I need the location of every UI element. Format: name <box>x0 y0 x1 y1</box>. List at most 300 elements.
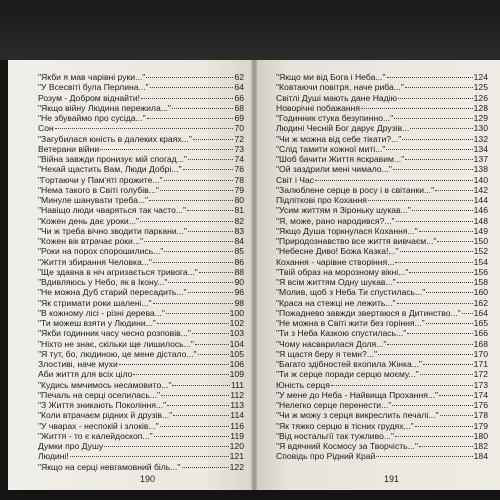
toc-entry-title: "Загубилася юність в далеких краях..." <box>38 133 192 144</box>
toc-entry <box>38 113 244 123</box>
toc-entry-page: 156 <box>473 266 488 277</box>
toc-entry-page: 178 <box>473 410 488 421</box>
toc-entry-title: Новорічні побажання <box>276 102 361 113</box>
toc-entry-page: 130 <box>473 123 488 134</box>
toc-entry-title: Розум - Добром віднайти! <box>38 92 141 103</box>
book-gutter <box>251 60 257 490</box>
toc-entry <box>38 462 244 472</box>
toc-entry-page: 182 <box>473 441 488 451</box>
toc-entry-title: "Усим життям я Зіроньку шукав..." <box>276 205 411 216</box>
toc-leader-dots <box>70 456 229 457</box>
toc-entry-page: 165 <box>473 318 488 328</box>
toc-entry-page: 134 <box>473 143 488 154</box>
toc-entry-title: "Твій образ на морозному вікні..." <box>276 266 409 277</box>
toc-entry-title: "Чи ж можу з серця викреслить печалі..." <box>276 410 439 421</box>
toc-leader-dots <box>164 251 233 252</box>
toc-entry-page: 70 <box>234 123 244 134</box>
toc-entry-title: Аби життя для всіх ціло <box>38 369 133 380</box>
toc-leader-dots <box>437 241 472 242</box>
toc-entry-title: Думки про Душу <box>38 441 104 451</box>
toc-entry-page: 86 <box>234 256 244 267</box>
toc-leader-dots <box>168 282 233 283</box>
toc-entry-title: Світлі Душі мають дане Надію <box>276 92 398 103</box>
toc-entry-title: Ветерани війни <box>38 143 100 154</box>
toc-entry <box>276 226 488 236</box>
toc-entry-page: 74 <box>234 154 244 164</box>
toc-leader-dots <box>164 180 234 181</box>
toc-entry-page: 149 <box>473 225 488 236</box>
toc-entry-page: 105 <box>229 348 244 359</box>
toc-entry <box>276 195 488 205</box>
toc-entry <box>38 216 244 226</box>
toc-leader-dots <box>405 87 473 88</box>
toc-entry-page: 114 <box>230 410 244 421</box>
toc-entry <box>38 257 244 267</box>
toc-entry-title: "Ти ж серце поради серцю моєму..." <box>276 369 419 380</box>
toc-entry <box>276 246 488 256</box>
toc-entry-page: 128 <box>473 102 488 113</box>
toc-entry <box>38 318 244 328</box>
toc-entry-title: "Ти можеш взяти у Людини..." <box>38 318 156 328</box>
toc-leader-dots <box>187 210 233 211</box>
toc-entry <box>276 164 488 174</box>
toc-leader-dots <box>192 333 229 334</box>
toc-entry-title: Злостиві, наче мухи <box>38 359 118 369</box>
toc-leader-dots <box>426 323 473 324</box>
toc-entry-title: Людині! <box>38 451 69 462</box>
toc-entry-page: 113 <box>230 400 244 410</box>
toc-entry-title: "Ковтаючи повітря, наче риба..." <box>276 82 404 93</box>
toc-entry <box>38 267 244 277</box>
toc-entry <box>38 205 244 215</box>
toc-entry <box>276 277 488 287</box>
toc-entry-page: 79 <box>234 184 244 195</box>
toc-leader-dots <box>153 262 233 263</box>
toc-entry-page: 166 <box>473 328 488 339</box>
toc-entry-title: "Ти з Неба Казкою спустилась..." <box>276 328 407 339</box>
toc-entry <box>38 236 244 246</box>
toc-entry-page: 83 <box>234 225 244 236</box>
toc-entry <box>276 380 488 390</box>
toc-entry <box>276 205 488 215</box>
toc-leader-dots <box>392 405 472 406</box>
toc-leader-dots <box>397 282 473 283</box>
toc-entry <box>38 82 244 92</box>
toc-entry-page: 90 <box>234 277 244 287</box>
toc-leader-dots <box>149 200 233 201</box>
toc-leader-dots <box>188 292 234 293</box>
toc-leader-dots <box>368 200 473 201</box>
open-book <box>8 60 500 490</box>
toc-entry-title: "Годинник стука безупинно..." <box>276 113 394 123</box>
toc-leader-dots <box>396 221 473 222</box>
toc-entry <box>38 410 244 420</box>
toc-entry-page: 72 <box>234 133 244 144</box>
toc-leader-dots <box>426 292 472 293</box>
toc-entry <box>276 390 488 400</box>
toc-entry-page: 80 <box>234 195 244 205</box>
toc-leader-dots <box>386 149 472 150</box>
toc-entry-title: "Печаль на серці оселилась..." <box>38 389 161 400</box>
toc-entry <box>38 400 244 410</box>
toc-entry-title: "Війна завжди пронизує мій спогад..." <box>38 154 187 164</box>
toc-entry-title: "Молив, щоб з Неба Ти спустилась..." <box>276 287 426 298</box>
toc-entry-page: 102 <box>229 318 244 328</box>
toc-leader-dots <box>412 210 473 211</box>
toc-entry <box>38 154 244 164</box>
toc-entry <box>276 267 488 277</box>
toc-entry-title: "У мене до Неба - Найвища Прохання..." <box>276 389 439 400</box>
toc-leader-dots <box>393 169 473 170</box>
toc-entry-title: Сон <box>38 123 54 134</box>
toc-entry-title: "Кожен вік втрачає роки..." <box>38 236 144 246</box>
toc-leader-dots <box>423 364 473 365</box>
toc-leader-dots <box>398 98 473 99</box>
toc-entry <box>276 308 488 318</box>
toc-entry <box>276 144 488 154</box>
toc-entry-page: 85 <box>234 246 244 257</box>
toc-leader-dots <box>144 241 233 242</box>
toc-entry <box>276 82 488 92</box>
toc-entry <box>276 216 488 226</box>
left-page <box>8 60 254 490</box>
toc-entry <box>276 410 488 420</box>
toc-entry <box>38 164 244 174</box>
toc-leader-dots <box>160 426 230 427</box>
toc-entry-page: 112 <box>230 389 244 400</box>
toc-leader-dots <box>182 467 229 468</box>
toc-entry-title: "Чому насварилася Доля..." <box>276 338 387 349</box>
toc-entry-title: "Шоб бачити Життя яскравим..." <box>276 154 405 164</box>
toc-entry-page: 129 <box>473 113 488 123</box>
toc-entry <box>38 308 244 318</box>
toc-entry-page: 68 <box>234 102 244 113</box>
toc-entry-title: "Життя збирання Человка..." <box>38 256 152 267</box>
toc-entry <box>276 421 488 431</box>
toc-entry-title: "Слід тамити кожної миті..." <box>276 143 386 154</box>
toc-entry-title: "Життя - то є калейдоскоп..." <box>38 430 153 441</box>
toc-entry-page: 109 <box>229 369 244 380</box>
toc-entry-title: "У Всесвіті була Перлина..." <box>38 82 149 93</box>
toc-entry <box>38 451 244 461</box>
toc-entry <box>38 72 244 82</box>
toc-leader-dots <box>440 415 473 416</box>
toc-entry-page: 106 <box>229 359 244 369</box>
toc-entry <box>276 431 488 441</box>
toc-entry <box>38 287 244 297</box>
toc-entry-title: "Ніхто не знає, скільки ще лишилось..." <box>38 338 194 349</box>
toc-entry <box>276 123 488 133</box>
toc-entry-page: 88 <box>234 266 244 277</box>
toc-entry-page: 104 <box>229 338 244 349</box>
toc-entry-page: 150 <box>473 236 488 246</box>
toc-entry-title: "Залюблене серце в росу і в світанки..." <box>276 184 435 195</box>
toc-leader-dots <box>172 385 229 386</box>
toc-entry-page: 164 <box>473 307 488 318</box>
toc-entry <box>276 400 488 410</box>
toc-entry-title: "Ще здавна в ніч агризається тривога..." <box>38 266 198 277</box>
toc-entry-title: "Минуле шанувати треба..." <box>38 195 149 205</box>
toc-leader-dots <box>166 313 229 314</box>
toc-entry-page: 120 <box>229 441 244 451</box>
toc-entry-title: "Якщо війну Людина пережила..." <box>38 102 171 113</box>
toc-entry <box>276 328 488 338</box>
toc-entry-title: "Багато здібностей вхопила Жінка..." <box>276 359 422 369</box>
toc-entry-title: "Якщо ми від Бога і Неба..." <box>276 72 386 82</box>
toc-entry-title: "Якби я мав чарівні руки..." <box>38 72 146 82</box>
right-toc-list <box>276 72 488 462</box>
toc-entry-page: 78 <box>234 174 244 185</box>
toc-entry-title: "У чварах - неспокій і злоків..." <box>38 420 159 431</box>
toc-entry-page: 180 <box>473 430 488 441</box>
toc-leader-dots <box>397 303 473 304</box>
toc-entry <box>38 390 244 400</box>
toc-entry-title: "Роки на порох спорошились..." <box>38 246 164 257</box>
toc-entry <box>276 451 488 461</box>
toc-leader-dots <box>141 98 233 99</box>
toc-entry-title: "Не збуваймо про сусіда..." <box>38 113 146 123</box>
toc-leader-dots <box>161 395 229 396</box>
toc-entry-page: 179 <box>473 420 488 431</box>
toc-entry-page: 76 <box>234 164 244 175</box>
toc-leader-dots <box>157 323 229 324</box>
toc-leader-dots <box>405 159 473 160</box>
toc-entry-page: 84 <box>234 236 244 246</box>
toc-entry-page: 103 <box>229 328 244 339</box>
toc-entry-title: "Кожен день дає уроки..." <box>38 215 139 226</box>
toc-entry-title: "Якщо на серці невгамовний біль..." <box>38 461 181 472</box>
toc-leader-dots <box>395 262 472 263</box>
toc-entry-title: "Нехай щастить Вам, Люди Добрі..." <box>38 164 182 175</box>
toc-entry-page: 148 <box>473 215 488 226</box>
toc-entry-title: "Якби годинник часу чесно розповів..." <box>38 328 191 339</box>
toc-leader-dots <box>462 313 473 314</box>
toc-leader-dots <box>153 303 234 304</box>
toc-entry-title: "Навіщо люди чваряться так часто..." <box>38 205 187 216</box>
toc-leader-dots <box>100 149 233 150</box>
toc-entry-title: "Вдивляюсь у Небо, як в Ікону..." <box>38 277 168 287</box>
toc-entry <box>276 441 488 451</box>
toc-entry <box>38 431 244 441</box>
toc-entry <box>276 103 488 113</box>
toc-entry-title: "Чи ж можна від себе тікати?..." <box>276 133 402 144</box>
toc-entry-page: 158 <box>473 277 488 287</box>
toc-entry <box>38 93 244 103</box>
toc-entry <box>38 349 244 359</box>
toc-entry-page: 64 <box>234 82 244 93</box>
toc-leader-dots <box>376 456 472 457</box>
toc-entry-title: Підлітковi про Кохання <box>276 195 367 205</box>
toc-leader-dots <box>193 139 234 140</box>
toc-leader-dots <box>419 231 473 232</box>
toc-entry <box>38 185 244 195</box>
toc-entry-title: "Нема такого в Світі голубів..." <box>38 184 159 195</box>
toc-leader-dots <box>173 415 229 416</box>
toc-entry-page: 69 <box>234 113 244 123</box>
toc-leader-dots <box>119 364 229 365</box>
toc-entry-page: 184 <box>473 451 488 462</box>
toc-entry <box>38 298 244 308</box>
toc-entry <box>38 226 244 236</box>
toc-entry-title: "З Життя зникають Покоління..." <box>38 400 167 410</box>
toc-leader-dots <box>315 180 473 181</box>
toc-leader-dots <box>55 128 234 129</box>
toc-leader-dots <box>415 426 473 427</box>
toc-entry-page: 66 <box>234 92 244 103</box>
toc-entry <box>38 441 244 451</box>
toc-leader-dots <box>331 385 473 386</box>
toc-entry-page: 152 <box>473 246 488 257</box>
toc-entry-page: 121 <box>229 451 244 462</box>
toc-entry-title: "Краса на стежці не лежить..." <box>276 297 396 308</box>
toc-leader-dots <box>195 344 229 345</box>
toc-entry <box>276 257 488 267</box>
toc-entry-page: 142 <box>473 184 488 195</box>
toc-entry-title: Юність серця <box>276 379 330 390</box>
toc-leader-dots <box>199 272 234 273</box>
toc-leader-dots <box>104 446 228 447</box>
toc-entry-page: 126 <box>473 92 488 103</box>
toc-entry-page: 137 <box>473 154 488 164</box>
toc-entry <box>38 277 244 287</box>
toc-entry-page: 73 <box>234 143 244 154</box>
toc-leader-dots <box>188 159 234 160</box>
toc-leader-dots <box>188 231 234 232</box>
toc-entry-page: 125 <box>473 82 488 93</box>
toc-entry-title: Кохання - чарівне створіння... <box>276 256 395 267</box>
toc-leader-dots <box>419 446 473 447</box>
left-toc-list <box>38 72 244 472</box>
toc-leader-dots <box>160 190 234 191</box>
toc-entry <box>276 72 488 82</box>
toc-entry-title: "Гортаючи у Пам'яті прожите..." <box>38 174 163 185</box>
toc-entry <box>38 103 244 113</box>
toc-leader-dots <box>407 333 472 334</box>
toc-entry <box>38 328 244 338</box>
toc-entry-title: "Якщо Душа торкнулася Кохання..." <box>276 225 418 236</box>
toc-entry <box>276 93 488 103</box>
toc-entry <box>38 195 244 205</box>
toc-entry <box>276 154 488 164</box>
toc-entry-page: 144 <box>473 195 488 205</box>
toc-entry <box>276 318 488 328</box>
toc-entry <box>38 339 244 349</box>
toc-entry-title: "Не можна Дуб старий пересадить..." <box>38 287 187 298</box>
toc-entry-page: 174 <box>473 389 488 400</box>
toc-leader-dots <box>387 344 472 345</box>
toc-leader-dots <box>361 108 473 109</box>
toc-leader-dots <box>394 118 472 119</box>
toc-entry-title: "Я, може, рано народився?..." <box>276 215 395 226</box>
toc-entry-title: "Ой заздрили мені чимало..." <box>276 164 392 175</box>
toc-leader-dots <box>387 77 473 78</box>
toc-entry-page: 81 <box>234 205 244 216</box>
toc-entry <box>276 298 488 308</box>
toc-leader-dots <box>435 190 472 191</box>
toc-entry <box>276 287 488 297</box>
toc-entry-page: 96 <box>234 287 244 298</box>
toc-entry-page: 160 <box>473 287 488 298</box>
toc-entry <box>38 359 244 369</box>
toc-entry-page: 176 <box>473 400 488 410</box>
toc-entry-page: 140 <box>473 174 488 185</box>
toc-leader-dots <box>167 405 229 406</box>
toc-entry-page: 111 <box>230 379 244 390</box>
toc-entry-title: Сповідь про Рідний Край <box>276 451 376 462</box>
toc-leader-dots <box>378 354 473 355</box>
toc-leader-dots <box>140 221 234 222</box>
toc-entry-page: 98 <box>234 297 244 308</box>
toc-entry <box>38 369 244 379</box>
toc-entry-title: "Не можна в Світі жити без горіння..." <box>276 318 425 328</box>
toc-entry <box>276 236 488 246</box>
toc-leader-dots <box>147 118 234 119</box>
toc-entry-page: 132 <box>473 133 488 144</box>
right-page <box>254 60 500 490</box>
toc-entry-title: "Природознавство все життя вивчаєм..." <box>276 236 437 246</box>
toc-entry-page: 116 <box>230 420 244 431</box>
toc-entry-page: 82 <box>234 215 244 226</box>
toc-entry <box>38 246 244 256</box>
toc-leader-dots <box>409 272 472 273</box>
toc-entry <box>276 359 488 369</box>
toc-entry-page: 172 <box>473 369 488 380</box>
toc-entry <box>276 113 488 123</box>
toc-entry-title: "Нелегко серце перенести..." <box>276 400 392 410</box>
toc-leader-dots <box>146 77 233 78</box>
toc-entry-page: 124 <box>473 72 488 82</box>
toc-entry-title: "Небесне Диво! Божа Казка!..." <box>276 246 399 257</box>
toc-entry-title: Світ і Час <box>276 174 315 185</box>
toc-entry-title: "Кудись ммчимось несамовито..." <box>38 379 172 390</box>
toc-entry-page: 154 <box>473 256 488 267</box>
toc-entry-title: "Від ностальгії так тужливо..." <box>276 430 395 441</box>
toc-entry-page: 138 <box>473 164 488 175</box>
toc-entry-page: 122 <box>229 461 244 472</box>
toc-entry <box>38 123 244 133</box>
toc-entry <box>276 339 488 349</box>
toc-entry-title: "Я вдячний Космосу за Творчість..." <box>276 441 418 451</box>
toc-entry <box>276 175 488 185</box>
background-top <box>0 0 500 60</box>
toc-entry-page: 119 <box>230 430 244 441</box>
toc-leader-dots <box>150 87 234 88</box>
toc-entry <box>276 369 488 379</box>
toc-leader-dots <box>410 128 472 129</box>
left-page-number: 190 <box>140 474 156 484</box>
toc-entry-title: Людині Чесній Бог дарує Друзів... <box>276 123 410 134</box>
toc-entry <box>38 421 244 431</box>
toc-entry-title: "Я всім життям Одну шукав..." <box>276 277 396 287</box>
toc-leader-dots <box>420 374 473 375</box>
toc-leader-dots <box>172 108 233 109</box>
toc-entry-title: "Як стримати роки шалені..." <box>38 297 152 308</box>
toc-leader-dots <box>154 436 230 437</box>
toc-leader-dots <box>183 169 234 170</box>
toc-entry <box>38 134 244 144</box>
toc-entry-title: "В кожному лісі - різні дерева..." <box>38 307 165 318</box>
toc-entry-title: "Пожаднево завжди звертаюся в Дитинство..." <box>276 307 461 318</box>
toc-leader-dots <box>395 436 473 437</box>
toc-entry-title: "Я тут, бо, людиною, це мене дістало..." <box>38 348 197 359</box>
toc-entry-page: 171 <box>473 359 488 369</box>
toc-entry-page: 62 <box>234 72 244 82</box>
toc-leader-dots <box>133 374 228 375</box>
toc-entry-title: "Я щастя беру я темн?..." <box>276 348 378 359</box>
toc-entry-title: "Коли втрачаєм рідних й друзів..." <box>38 410 173 421</box>
toc-entry-title: "Чи ж треба вічно зводити паркани..." <box>38 225 187 236</box>
toc-leader-dots <box>439 395 473 396</box>
